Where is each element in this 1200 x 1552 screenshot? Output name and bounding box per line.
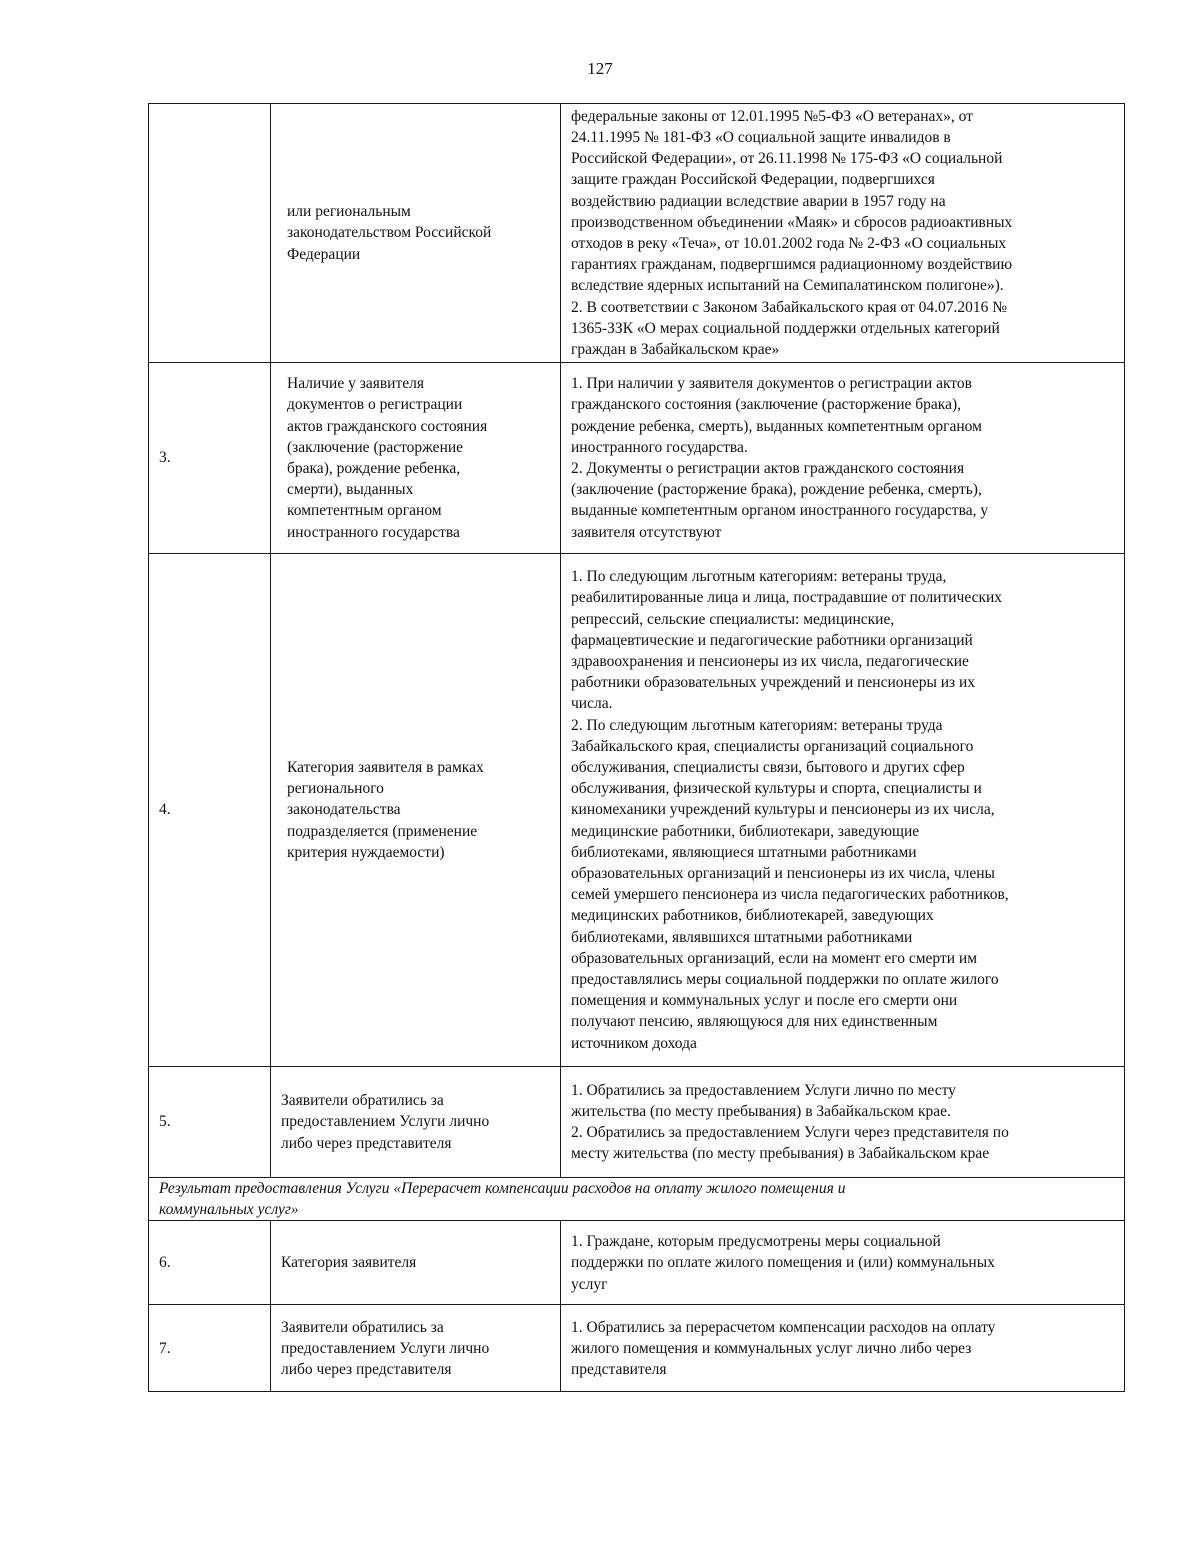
value-line: 1. Обратились за перерасчетом компенсации расходов на оплату	[571, 1318, 996, 1336]
value-line: воздействию радиации вследствие аварии в 1957 году на	[571, 192, 946, 210]
value-line: предоставлялись меры социальной поддержки по оплате жилого	[571, 971, 999, 989]
value-line: 2. По следующим льготным категориям: ветераны труда	[571, 716, 943, 734]
value-line: обслуживания, специалисты связи, бытового и других сфер	[571, 758, 965, 776]
table-row	[149, 1221, 1125, 1305]
value-line: киномеханики учреждений культуры и пенсионеры из их числа,	[571, 801, 995, 819]
values-cell	[561, 104, 1125, 363]
value-line: 1. При наличии у заявителя документов о регистрации актов	[571, 375, 972, 393]
value-line: федеральные законы от 12.01.1995 №5-ФЗ «О ветеранах», от	[571, 107, 973, 125]
criterion-line: (заключение (расторжение	[287, 438, 464, 456]
value-line: медицинских работников, библиотекарей, заведующих	[571, 907, 934, 925]
value-line: 2. Обратились за предоставлением Услуги через представителя по	[571, 1124, 1009, 1141]
value-line: помещения и коммунальных услуг и после его смерти они	[571, 992, 958, 1010]
row-number: 3.	[149, 363, 271, 554]
value-line: производственном объединении «Маяк» и сбросов радиоактивных	[571, 213, 1013, 231]
section-heading-line: коммунальных услуг»	[159, 1201, 299, 1219]
criterion-line: Категория заявителя	[281, 1254, 417, 1272]
table-row	[149, 363, 1125, 554]
criterion-line: законодательства	[287, 801, 401, 819]
value-line: месту жительства (по месту пребывания) в Забайкальском крае	[571, 1145, 990, 1163]
value-line: реабилитированные лица и лица, пострадавшие от политических	[571, 589, 1003, 607]
values-cell	[561, 1221, 1125, 1305]
value-line: репрессий, сельские специалисты: медицинские,	[571, 610, 895, 628]
value-line: гарантиях гражданам, подвергшимся радиационному воздействию	[571, 256, 1013, 274]
criterion-line: документов о регистрации	[287, 396, 463, 414]
criterion-line: Категория заявителя в рамках	[287, 758, 484, 776]
values-cell	[561, 554, 1125, 1067]
table-row	[149, 554, 1125, 1067]
value-line: образовательных организаций, если на момент его смерти им	[571, 949, 978, 967]
value-line: защите граждан Российской Федерации, подвергшихся	[571, 171, 935, 189]
table-row	[149, 1067, 1125, 1178]
values-cell	[561, 363, 1125, 554]
value-line: получают пенсию, являющуюся для них единственным	[571, 1013, 938, 1031]
value-line: жилого помещения и коммунальных услуг лично либо через	[571, 1339, 972, 1357]
value-line: вследствие ядерных испытаний на Семипалатинском полигоне»).	[571, 277, 1004, 295]
value-line: 24.11.1995 № 181-ФЗ «О социальной защите инвалидов в	[571, 128, 951, 146]
row-number: 6.	[149, 1221, 271, 1305]
value-line: поддержки по оплате жилого помещения и (или) коммунальных	[571, 1254, 995, 1272]
criterion-line: Федерации	[287, 245, 361, 263]
values-cell	[561, 1067, 1125, 1178]
value-line: жительства (по месту пребывания) в Забайкальском крае.	[571, 1102, 951, 1120]
section-row	[149, 1178, 1125, 1221]
criterion-line: подразделяется (применение	[287, 822, 478, 840]
criterion-cell	[271, 1067, 561, 1178]
table-row	[149, 104, 1125, 363]
value-line: источником дохода	[571, 1034, 697, 1052]
section-heading	[149, 1178, 1125, 1221]
criterion-line: Заявители обратились за	[281, 1092, 444, 1110]
value-line: числа.	[571, 695, 613, 713]
criterion-line: компетентным органом	[287, 502, 442, 520]
criterion-line: законодательством Российской	[287, 224, 492, 242]
criterion-line: критерия нуждаемости)	[287, 843, 445, 861]
criterion-line: Наличие у заявителя	[287, 375, 424, 393]
criterion-line: иностранного государства	[287, 523, 460, 541]
criterion-line: актов гражданского состояния	[287, 417, 488, 435]
value-line: рождение ребенка, смерть), выданных компетентным органом	[571, 417, 982, 435]
criterion-cell	[271, 104, 561, 363]
value-line: здравоохранения и пенсионеры из их числа, педагогические	[571, 652, 969, 670]
criterion-line: брака), рождение ребенка,	[287, 460, 461, 477]
value-line: 2. В соответствии с Законом Забайкальского края от 04.07.2016 №	[571, 298, 1008, 316]
value-line: (заключение (расторжение брака), рождение ребенка, смерть),	[571, 481, 982, 499]
value-line: медицинские работники, библиотекари, заведующие	[571, 822, 920, 840]
value-line: Забайкальского края, специалисты организаций социального	[571, 737, 974, 755]
values-cell	[561, 1305, 1125, 1392]
page-number: 127	[587, 59, 613, 78]
value-line: услуг	[571, 1275, 608, 1293]
value-line: фармацевтические и педагогические работники организаций	[571, 631, 973, 649]
criterion-line: либо через представителя	[281, 1134, 452, 1152]
value-line: представителя	[571, 1361, 667, 1378]
row-number: 5.	[149, 1067, 271, 1178]
value-line: граждан в Забайкальском крае»	[571, 341, 780, 359]
table-row	[149, 1305, 1125, 1392]
value-line: гражданского состояния (заключение (расторжение брака),	[571, 396, 962, 414]
criterion-line: предоставлением Услуги лично	[281, 1113, 490, 1131]
criterion-line: смерти), выданных	[287, 481, 414, 499]
criterion-line: регионального	[287, 780, 384, 798]
value-line: 1. Граждане, которым предусмотрены меры социальной	[571, 1233, 941, 1251]
criterion-line: предоставлением Услуги лично	[281, 1339, 490, 1357]
row-number: 4.	[149, 554, 271, 1067]
criterion-line: либо через представителя	[281, 1361, 452, 1378]
value-line: иностранного государства.	[571, 438, 748, 456]
row-number: 7.	[149, 1305, 271, 1392]
criterion-cell	[271, 1221, 561, 1305]
value-line: 1. Обратились за предоставлением Услуги лично по месту	[571, 1081, 956, 1099]
value-line: Российской Федерации», от 26.11.1998 № 175-ФЗ «О социальной	[571, 150, 1003, 168]
criteria-table	[148, 103, 1125, 1392]
section-heading-line: Результат предоставления Услуги «Перерасчет компенсации расходов на оплату жилого помещения и	[159, 1180, 846, 1197]
row-number	[149, 104, 271, 363]
criterion-cell	[271, 554, 561, 1067]
value-line: библиотеками, являющиеся штатными работниками	[571, 843, 917, 861]
value-line: обслуживания, физической культуры и спорта, специалисты и	[571, 780, 982, 798]
value-line: заявителя отсутствуют	[571, 523, 722, 541]
criterion-cell	[271, 1305, 561, 1392]
value-line: семей умершего пенсионера из числа педагогических работников,	[571, 886, 1009, 904]
value-line: библиотеками, являвшихся штатными работниками	[571, 928, 913, 946]
criterion-line: или региональным	[287, 203, 411, 221]
value-line: 2. Документы о регистрации актов гражданского состояния	[571, 460, 965, 477]
criterion-cell	[271, 363, 561, 554]
value-line: отходов в реку «Теча», от 10.01.2002 года № 2-ФЗ «О социальных	[571, 235, 1007, 252]
value-line: образовательных организаций и пенсионеры из их числа, члены	[571, 865, 995, 882]
value-line: 1. По следующим льготным категориям: ветераны труда,	[571, 568, 947, 586]
value-line: 1365-ЗЗК «О мерах социальной поддержки отдельных категорий	[571, 319, 1000, 337]
criterion-line: Заявители обратились за	[281, 1318, 444, 1336]
value-line: работники образовательных учреждений и пенсионеры из их	[571, 674, 976, 692]
value-line: выданные компетентным органом иностранного государства, у	[571, 502, 989, 520]
